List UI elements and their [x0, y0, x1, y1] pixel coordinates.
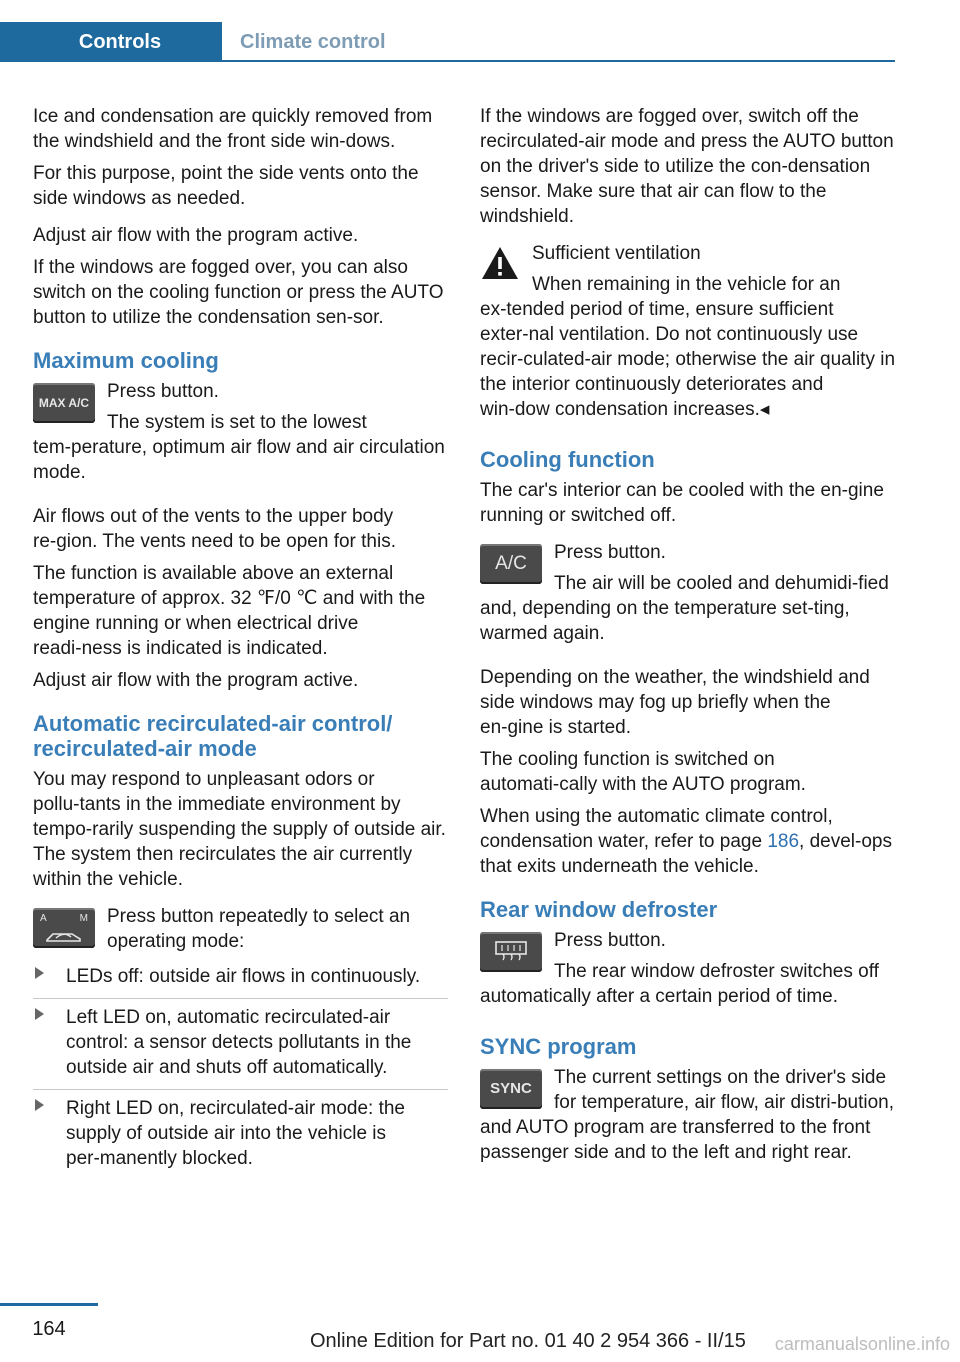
rear-defrost-block [480, 928, 895, 1009]
paragraph: If the windows are fogged over, switch off the recirculated-air mode and press the AUTO button on the driver's side to utilize the con‑densation sensor. Make sure that air can flow to the windshield. [480, 106, 894, 227]
page-header [0, 22, 895, 62]
paragraph: Air flows out of the vents to the upper body re‑gion. The vents need to be open for this. [33, 506, 396, 552]
edition-note: Online Edition for Part no. 01 40 2 954 366 - II/15 [310, 1330, 746, 1352]
max-ac-block [33, 379, 448, 485]
heading-sync-program: SYNC program [480, 1034, 637, 1059]
list-item: Right LED on, recirculated-air mode: the supply of outside air into the vehicle is per‑manently blocked. [33, 1089, 448, 1171]
paragraph: The rear window defroster switches off automatically after a certain period of time. [480, 961, 879, 1007]
paragraph: Adjust air flow with the program active. [33, 225, 359, 246]
paragraph: Press button repeatedly to select an operating mode: [107, 906, 411, 952]
watermark: carmanualsonline.info [774, 1334, 950, 1354]
footer-divider [0, 1303, 98, 1306]
paragraph: Adjust air flow with the program active. [33, 670, 359, 691]
triangle-bullet-icon [35, 1099, 44, 1111]
triangle-bullet-icon [35, 1008, 44, 1020]
heading-cooling-function: Cooling function [480, 447, 655, 472]
paragraph: The cooling function is switched on automati‑cally with the AUTO program. [480, 749, 806, 795]
recirc-label-a: A [40, 913, 47, 924]
recirc-button-icon [33, 908, 95, 948]
list-item: LEDs off: outside air flows in continuously. [33, 964, 448, 989]
ac-button-icon: A/C [480, 544, 542, 584]
paragraph: The function is available above an external temperature of approx. 32 ℉/0 ℃ and with the engine running or when electrical drive readi‑ness is indicated is indicated. [33, 563, 426, 659]
sync-block [480, 1065, 895, 1165]
ac-block [480, 540, 895, 646]
page-number: 164 [32, 1318, 66, 1340]
list-item: Left LED on, automatic recirculated-air control: a sensor detects pollutants in the outside air and shuts off automatically. [33, 998, 448, 1080]
sync-button-icon: SYNC [480, 1069, 542, 1109]
warning-block [480, 241, 895, 422]
recirc-label-m: M [79, 913, 88, 924]
car-recirc-icon [44, 928, 84, 944]
paragraph: When using the automatic climate control, condensation water, refer to page 186, devel‑ops that exits underneath the vehicle. [480, 806, 892, 877]
rear-defrost-icon [493, 939, 529, 965]
heading-rear-window-defroster: Rear window defroster [480, 897, 718, 922]
paragraph: For this purpose, point the side vents onto the side windows as needed. [33, 163, 419, 209]
paragraph: The current settings on the driver's side for temperature, air flow, air distri‑bution, and AUTO program are transferred to the front passenger side and to the left and right rear. [480, 1067, 895, 1163]
recirc-block [33, 904, 448, 954]
paragraph: Ice and condensation are quickly removed from the windshield and the front side win‑dows. [33, 106, 433, 152]
heading-maximum-cooling: Maximum cooling [33, 348, 219, 373]
rear-defrost-button-icon [480, 932, 542, 972]
paragraph: The air will be cooled and dehumidi‑fied and, depending on the temperature set‑ting, warmed again. [480, 573, 889, 644]
right-column [480, 104, 895, 1172]
paragraph: Depending on the weather, the windshield and side windows may fog up briefly when the en‑gine is started. [480, 667, 870, 738]
left-column [33, 104, 448, 1180]
chapter-tab[interactable]: Controls [0, 22, 222, 62]
paragraph: You may respond to unpleasant odors or pollu‑tants in the immediate environment by tempo‑rarily suspending the supply of outside air. The system then recirculates the air currently within the vehicle. [33, 769, 446, 890]
operating-mode-list [33, 964, 448, 1171]
triangle-bullet-icon [35, 967, 44, 979]
heading-recirculated-air: Automatic recirculated-air control/ recirculated-air mode [33, 711, 393, 761]
warning-triangle-icon [480, 245, 520, 281]
warning-title: Sufficient ventilation [532, 243, 701, 264]
paragraph: If the windows are fogged over, you can also switch on the cooling function or press the AUTO button to utilize the condensation sen‑sor. [33, 257, 444, 328]
paragraph: Press button. [554, 930, 666, 951]
paragraph: The system is set to the lowest tem‑perature, optimum air flow and air circulation mode. [33, 412, 445, 483]
paragraph: Press button. [554, 542, 666, 563]
page-reference-link[interactable]: 186 [767, 831, 800, 852]
section-tab[interactable]: Climate control [240, 31, 386, 53]
max-ac-button-icon: MAX A/C [33, 383, 95, 423]
paragraph: The car's interior can be cooled with the en‑gine running or switched off. [480, 480, 884, 526]
warning-text: When remaining in the vehicle for an ex‑tended period of time, ensure sufficient exter‑nal ventilation. Do not continuously use recir‑culated-air mode; otherwise the air quality in the interior continuously deteriorates and win‑dow condensation increases.◂ [480, 274, 896, 420]
header-divider [222, 60, 895, 62]
paragraph: Press button. [107, 381, 219, 402]
